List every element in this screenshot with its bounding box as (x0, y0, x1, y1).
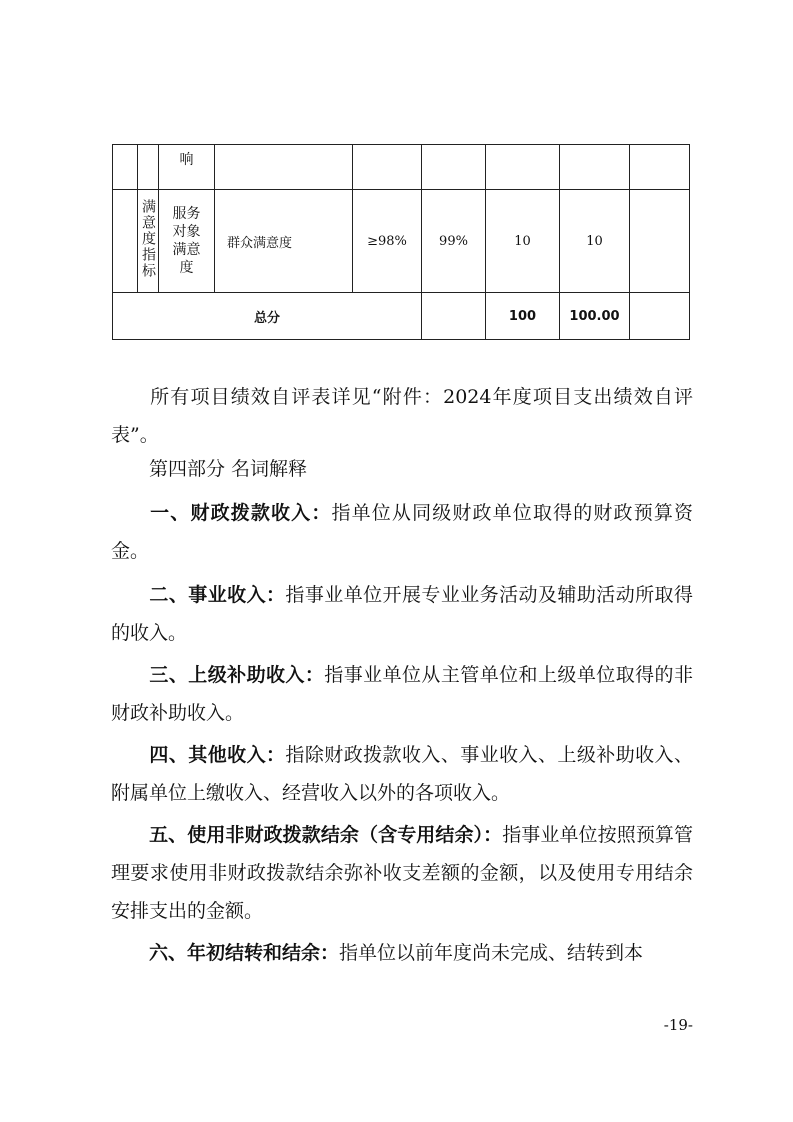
category-cell: 满意度指标 (138, 190, 159, 293)
table-cell: 响 (159, 145, 215, 190)
table-cell (486, 145, 560, 190)
paragraph: 所有项目绩效自评表详见“附件：2024年度项目支出绩效自评表”。 (111, 386, 693, 446)
weight-cell: 10 (486, 190, 560, 293)
subcategory-cell: 服务对象满意度 (159, 190, 215, 293)
table-cell (422, 145, 486, 190)
target-cell: ≥98% (353, 190, 422, 293)
table-cell (353, 145, 422, 190)
table-cell (630, 293, 690, 340)
table-cell (630, 190, 690, 293)
definition-paragraph: 五、使用非财政拨款结余（含专用结余）：指事业单位按照预算管理要求使用非财政拨款结余弥补收支差额的金额，以及使用专用结余安排支出的金额。 (111, 824, 693, 922)
definition-paragraph: 一、财政拨款收入：指单位从同级财政单位取得的财政预算资金。 (111, 502, 693, 562)
total-row (113, 293, 690, 340)
table-cell (138, 145, 159, 190)
definition-paragraph: 三、上级补助收入：指事业单位从主管单位和上级单位取得的非财政补助收入。 (111, 664, 693, 724)
definition-term: 六、年初结转和结余： (149, 942, 340, 964)
table-cell (113, 145, 138, 190)
definition-term: 四、其他收入： (149, 744, 286, 766)
table-cell (560, 145, 630, 190)
table-cell (215, 145, 353, 190)
definition-term: 三、上级补助收入： (149, 664, 325, 686)
table-cell (630, 145, 690, 190)
definition-term: 一、财政拨款收入： (149, 502, 332, 524)
table-cell (113, 190, 138, 293)
table-row (113, 145, 690, 190)
score-cell: 10 (560, 190, 630, 293)
definition-term: 二、事业收入： (149, 584, 286, 606)
definition-paragraph: 六、年初结转和结余：指单位以前年度尚未完成、结转到本 (149, 942, 644, 964)
indicator-cell: 群众满意度 (215, 190, 353, 293)
definition-term: 五、使用非财政拨款结余（含专用结余）： (149, 824, 503, 846)
total-score: 100.00 (560, 293, 630, 340)
actual-cell: 99% (422, 190, 486, 293)
performance-table (112, 144, 690, 340)
definition-paragraph: 二、事业收入：指事业单位开展专业业务活动及辅助活动所取得的收入。 (111, 584, 693, 644)
definition-paragraph: 四、其他收入：指除财政拨款收入、事业收入、上级补助收入、附属单位上缴收入、经营收入以外的各项收入。 (111, 744, 693, 804)
total-label: 总分 (113, 293, 422, 340)
section-heading: 第四部分 名词解释 (149, 458, 308, 480)
page-number: -19- (663, 1016, 693, 1034)
table-cell (422, 293, 486, 340)
table-row (113, 190, 690, 293)
total-weight: 100 (486, 293, 560, 340)
